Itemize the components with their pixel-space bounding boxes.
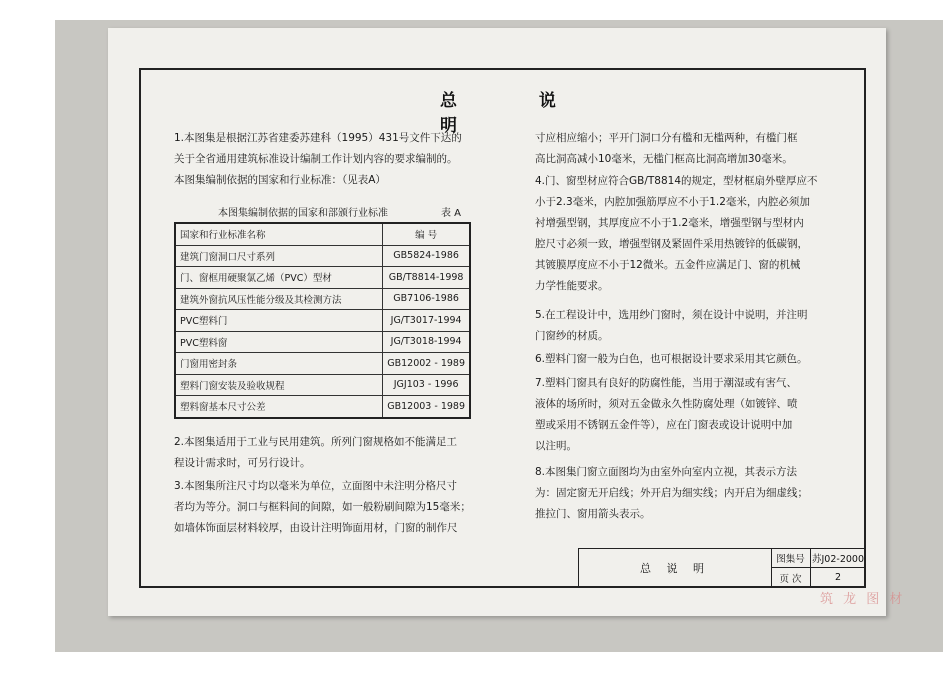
paragraph-5: [535, 305, 808, 347]
text-line: 高比洞高减小10毫米，无槛门框高比洞高增加30毫米。: [535, 153, 793, 165]
table-row: [175, 353, 470, 375]
paragraph-8: [535, 462, 808, 525]
text-line: 5.在工程设计中，选用纱门窗时，须在设计中说明，并注明: [535, 309, 808, 321]
table-row: [175, 331, 470, 353]
title-block: [578, 548, 866, 588]
text-line: 以注明。: [535, 440, 577, 452]
text-line: 寸应相应缩小；平开门洞口分有槛和无槛两种，有槛门框: [535, 132, 798, 144]
standard-name: 门窗用密封条: [175, 353, 383, 375]
standard-name: 塑料门窗安装及验收规程: [175, 374, 383, 396]
text-line: 门窗纱的材质。: [535, 330, 609, 342]
paragraph-2: [174, 432, 457, 474]
paragraph-3-continued: [535, 128, 798, 170]
page-number-label: 页 次: [771, 568, 811, 587]
atlas-number-value: 苏J02-2000: [811, 549, 865, 568]
table-row: [175, 288, 470, 310]
text-line: 为：固定窗无开启线；外开启为细实线；内开启为细虚线；: [535, 487, 808, 499]
table-row: [175, 374, 470, 396]
table-row: [175, 267, 470, 289]
standards-table: [174, 222, 471, 419]
standard-name: 建筑外窗抗风压性能分级及其检测方法: [175, 288, 383, 310]
text-line: 力学性能要求。: [535, 280, 609, 292]
text-line: 如墙体饰面层材料较厚，由设计注明饰面用材，门窗的制作尺: [174, 522, 458, 534]
standard-code: GB12003 - 1989: [383, 396, 470, 418]
standard-code: JG/T3018-1994: [383, 331, 470, 353]
text-line: 2.本图集适用于工业与民用建筑。所列门窗规格如不能满足工: [174, 436, 458, 448]
text-line: 4.门、窗型材应符合GB/T8814的规定，型材框扇外壁厚应不: [535, 175, 818, 187]
text-line: 1.本图集是根据江苏省建委苏建科（1995）431号文件下达的: [174, 132, 462, 144]
table-tag: 表 A: [441, 208, 462, 219]
text-line: 程设计需求时，可另行设计。: [174, 457, 311, 469]
text-line: 3.本图集所注尺寸均以毫米为单位，立面图中未注明分格尺寸: [174, 480, 458, 492]
text-line: 7.塑料门窗具有良好的防腐性能，当用于潮湿或有害气、: [535, 377, 798, 389]
standard-name: PVC塑料门: [175, 310, 383, 332]
header-code: 编 号: [383, 223, 470, 245]
table-row: [175, 245, 470, 267]
standard-code: JGJ103 - 1996: [383, 374, 470, 396]
standard-code: GB7106-1986: [383, 288, 470, 310]
table-row: [175, 310, 470, 332]
paragraph-1: [174, 128, 462, 191]
paragraph-6: [535, 349, 808, 370]
standard-name: 建筑门窗洞口尺寸系列: [175, 245, 383, 267]
atlas-number-label: 图集号: [771, 549, 811, 568]
text-line: 塑或采用不锈钢五金件等），应在门窗表或设计说明中加: [535, 419, 793, 431]
text-line: 液体的场所时，须对五金做永久性防腐处理（如镀锌、喷: [535, 398, 798, 410]
table-row: [175, 396, 470, 418]
text-line: 推拉门、窗用箭头表示。: [535, 508, 651, 520]
paragraph-4: [535, 171, 818, 297]
standard-code: JG/T3017-1994: [383, 310, 470, 332]
page-number-value: 2: [834, 572, 842, 583]
standard-code: GB/T8814-1998: [383, 267, 470, 289]
standard-code: GB12002 - 1989: [383, 353, 470, 375]
text-line: 关于全省通用建筑标准设计编制工作计划内容的要求编制的。: [174, 153, 458, 165]
title-block-name: 总 说 明: [579, 549, 772, 587]
watermark: 筑 龙 图 材: [820, 592, 906, 607]
text-line: 衬增强型钢，其厚度应不小于1.2毫米，增强型钢与型材内: [535, 217, 804, 229]
standard-code: GB5824-1986: [383, 245, 470, 267]
text-line: 腔尺寸必须一致，增强型钢及紧固件采用热镀锌的低碳钢，: [535, 238, 808, 250]
text-line: 6.塑料门窗一般为白色，也可根据设计要求采用其它颜色。: [535, 353, 808, 365]
standard-name: 门、窗框用硬聚氯乙烯（PVC）型材: [175, 267, 383, 289]
page-title: 总 说 明: [440, 91, 594, 136]
text-line: 本图集编制依据的国家和行业标准：（见表A）: [174, 174, 386, 186]
text-line: 小于2.3毫米，内腔加强筋厚应不小于1.2毫米，内腔必须加: [535, 196, 810, 208]
table-caption: [218, 204, 478, 219]
standard-name: PVC塑料窗: [175, 331, 383, 353]
paragraph-3: [174, 476, 471, 539]
standard-name: 塑料窗基本尺寸公差: [175, 396, 383, 418]
header-name: 国家和行业标准名称: [175, 223, 383, 245]
text-line: 者均为等分。洞口与框料间的间隙，如一般粉刷间隙为15毫米；: [174, 501, 471, 513]
table-header-row: [175, 223, 470, 245]
text-line: 其镀膜厚度应不小于12微米。五金件应满足门、窗的机械: [535, 259, 801, 271]
table-caption-text: 本图集编制依据的国家和部颁行业标准: [218, 208, 388, 219]
text-line: 8.本图集门窗立面图均为由室外向室内立视，其表示方法: [535, 466, 798, 478]
paragraph-7: [535, 373, 798, 457]
